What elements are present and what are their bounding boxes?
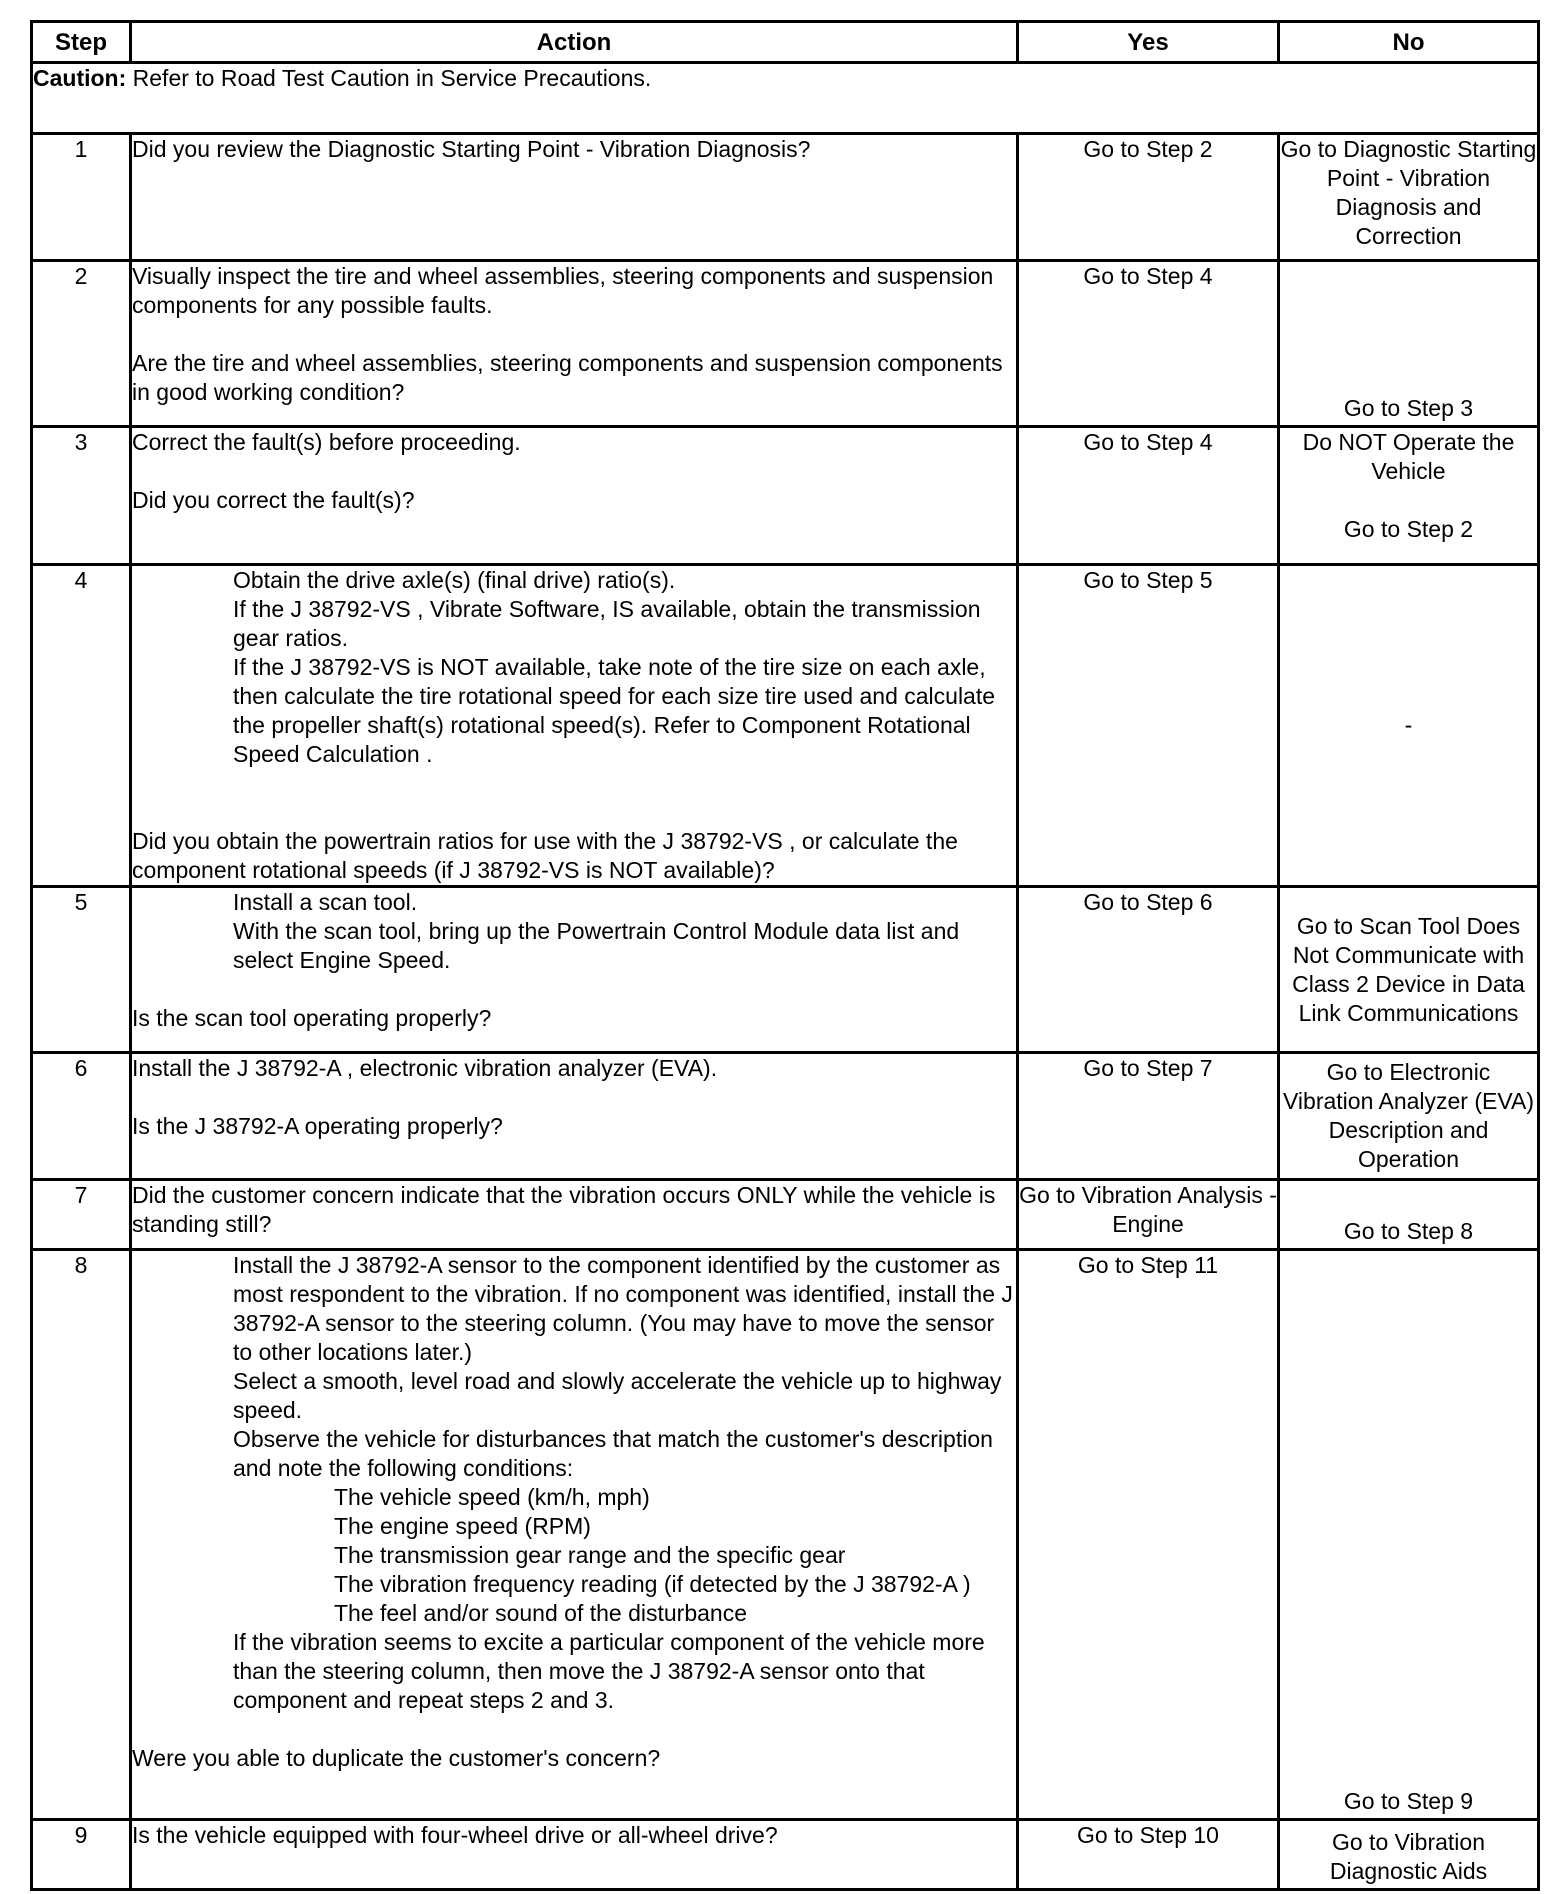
- table-row: [32, 427, 1539, 565]
- action-bullet: Obtain the drive axle(s) (final drive) ratio(s).: [233, 567, 676, 593]
- action-cell: [131, 261, 1018, 427]
- action-question: Did you correct the fault(s)?: [132, 487, 415, 513]
- step-number: 3: [32, 427, 131, 565]
- action-cell: [131, 1250, 1018, 1820]
- caution-row: [32, 63, 1539, 134]
- caution-cell: [32, 63, 1539, 134]
- action-text: Install the J 38792-A , electronic vibration analyzer (EVA).: [132, 1055, 718, 1081]
- action-question: Were you able to duplicate the customer's concern?: [132, 1745, 661, 1771]
- header-step: Step: [32, 22, 131, 63]
- action-bullet: Install a scan tool.: [233, 889, 418, 915]
- step-number: 9: [32, 1820, 131, 1890]
- yes-link[interactable]: Go to Step 11: [1018, 1250, 1279, 1820]
- action-text: Visually inspect the tire and wheel assemblies, steering components and suspension components for any possible faults.: [132, 263, 994, 318]
- caution-label: Caution:: [33, 65, 127, 91]
- action-cell: [131, 887, 1018, 1053]
- action-subbullet: The engine speed (RPM): [334, 1513, 591, 1539]
- action-bullet: Select a smooth, level road and slowly accelerate the vehicle up to highway speed.: [233, 1368, 1002, 1423]
- action-cell: [131, 427, 1018, 565]
- action-bullet: Observe the vehicle for disturbances that match the customer's description and note the following conditions:: [233, 1426, 993, 1481]
- step-number: 4: [32, 565, 131, 887]
- table-row: [32, 565, 1539, 887]
- table-row: [32, 1820, 1539, 1890]
- action-question: Is the vehicle equipped with four-wheel drive or all-wheel drive?: [132, 1822, 778, 1848]
- header-yes: Yes: [1018, 22, 1279, 63]
- action-bullet: If the vibration seems to excite a particular component of the vehicle more than the steering column, then move the J 38792-A sensor onto that component and repeat steps 2 and 3.: [233, 1629, 985, 1713]
- action-bullet: With the scan tool, bring up the Powertrain Control Module data list and select Engine Speed.: [233, 918, 960, 973]
- yes-link[interactable]: Go to Step 2: [1018, 134, 1279, 261]
- no-link[interactable]: Go to Diagnostic Starting Point - Vibration Diagnosis and Correction: [1279, 134, 1539, 261]
- action-text: Did you review the Diagnostic Starting Point - Vibration Diagnosis?: [132, 136, 811, 162]
- yes-link[interactable]: Go to Step 6: [1018, 887, 1279, 1053]
- table-row: [32, 1250, 1539, 1820]
- action-question: Is the scan tool operating properly?: [132, 1005, 492, 1031]
- action-bullet: If the J 38792-VS is NOT available, take note of the tire size on each axle, then calculate the tire rotational speed for each size tire used and calculate the propeller shaft(s) rotational speed(s). Refer to Component Rotational Speed Calculation .: [233, 654, 996, 767]
- action-bullet: If the J 38792-VS , Vibrate Software, IS available, obtain the transmission gear ratios.: [233, 596, 981, 651]
- header-no: No: [1279, 22, 1539, 63]
- no-cell: [1279, 427, 1539, 565]
- diagnostic-table: [30, 20, 1540, 1891]
- header-row: [32, 22, 1539, 63]
- yes-link[interactable]: Go to Step 5: [1018, 565, 1279, 887]
- no-link[interactable]: Go to Step 8: [1279, 1180, 1539, 1250]
- no-link[interactable]: Go to Step 9: [1279, 1250, 1539, 1820]
- no-warning: Do NOT Operate the Vehicle: [1302, 429, 1515, 484]
- step-number: 8: [32, 1250, 131, 1820]
- action-subbullet: The vibration frequency reading (if detected by the J 38792-A ): [334, 1571, 971, 1597]
- table-row: [32, 261, 1539, 427]
- step-number: 2: [32, 261, 131, 427]
- step-number: 1: [32, 134, 131, 261]
- step-number: 6: [32, 1053, 131, 1180]
- action-cell: [131, 1820, 1018, 1890]
- action-subbullet: The feel and/or sound of the disturbance: [334, 1600, 748, 1626]
- yes-link[interactable]: Go to Step 4: [1018, 261, 1279, 427]
- table-row: [32, 1180, 1539, 1250]
- no-link[interactable]: Go to Step 2: [1343, 516, 1474, 542]
- action-question: Is the J 38792-A operating properly?: [132, 1113, 503, 1139]
- yes-link[interactable]: Go to Step 4: [1018, 427, 1279, 565]
- no-link[interactable]: Go to Scan Tool Does Not Communicate with Class 2 Device in Data Link Communications: [1279, 887, 1539, 1053]
- action-cell: [131, 565, 1018, 887]
- action-question: Are the tire and wheel assemblies, steering components and suspension components in good working condition?: [132, 350, 1003, 405]
- no-value: -: [1279, 565, 1539, 887]
- action-cell: [131, 1053, 1018, 1180]
- action-text: Correct the fault(s) before proceeding.: [132, 429, 521, 455]
- action-subbullet: The transmission gear range and the specific gear: [334, 1542, 846, 1568]
- step-number: 7: [32, 1180, 131, 1250]
- no-link[interactable]: Go to Step 3: [1279, 261, 1539, 427]
- action-cell: [131, 1180, 1018, 1250]
- header-action: Action: [131, 22, 1018, 63]
- step-number: 5: [32, 887, 131, 1053]
- table-row: [32, 887, 1539, 1053]
- caution-text: Refer to Road Test Caution in Service Precautions.: [126, 65, 652, 91]
- action-question: Did the customer concern indicate that the vibration occurs ONLY while the vehicle is standing still?: [132, 1182, 996, 1237]
- no-link[interactable]: Go to Electronic Vibration Analyzer (EVA) Description and Operation: [1279, 1053, 1539, 1180]
- action-question: Did you obtain the powertrain ratios for use with the J 38792-VS , or calculate the component rotational speeds (if J 38792-VS is NOT available)?: [132, 828, 958, 883]
- table-row: [32, 134, 1539, 261]
- action-subbullet: The vehicle speed (km/h, mph): [334, 1484, 650, 1510]
- yes-link[interactable]: Go to Step 10: [1018, 1820, 1279, 1890]
- table-row: [32, 1053, 1539, 1180]
- yes-link[interactable]: Go to Step 7: [1018, 1053, 1279, 1180]
- action-cell: [131, 134, 1018, 261]
- no-link[interactable]: Go to Vibration Diagnostic Aids: [1279, 1820, 1539, 1890]
- action-bullet: Install the J 38792-A sensor to the component identified by the customer as most respondent to the vibration. If no component was identified, install the J 38792-A sensor to the steering column. (You may have to move the sensor to other locations later.): [233, 1252, 1013, 1365]
- yes-link[interactable]: Go to Vibration Analysis - Engine: [1018, 1180, 1279, 1250]
